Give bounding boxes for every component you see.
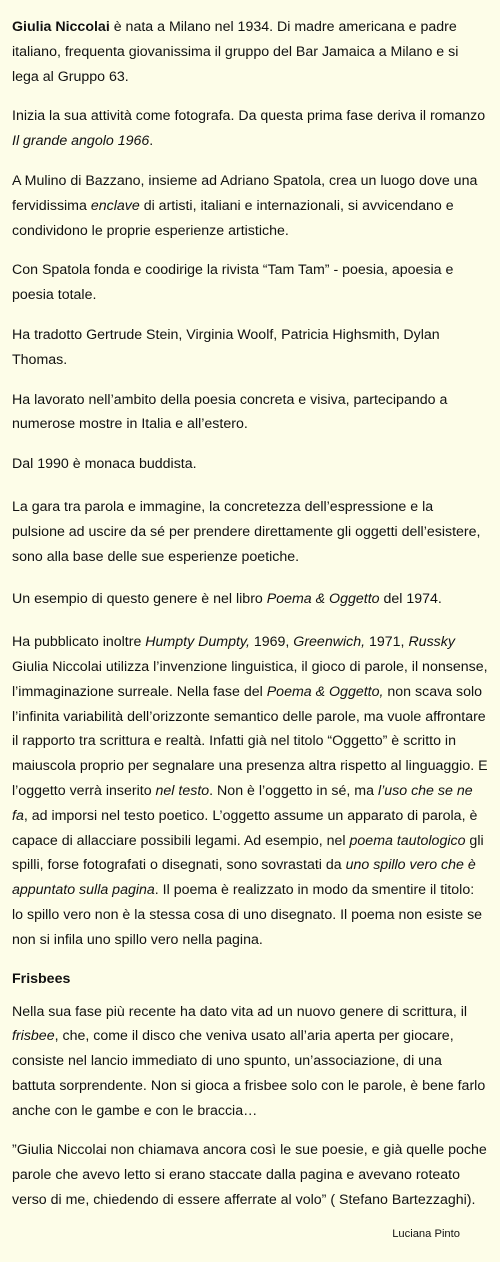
- text-span: . Non è l’oggetto in sé, ma: [209, 782, 378, 799]
- text-span: di artisti, italiani e internazionali, si avvicendano e condividono le proprie esperienze artistiche.: [12, 197, 454, 239]
- text-span: Ha tradotto Gertrude Stein, Virginia Woolf, Patricia Highsmith, Dylan Thomas.: [12, 326, 440, 368]
- text-span: gli spilli, forse fotografati o disegnati, sono sovrastati da: [12, 832, 484, 874]
- article-body-frisbees: [12, 1000, 488, 1213]
- text-span: 1971,: [365, 634, 409, 651]
- italic-text: Humpty Dumpty,: [145, 634, 250, 651]
- paragraph-translations: [12, 323, 488, 373]
- italic-text: Poema & Oggetto,: [266, 683, 384, 700]
- paragraph-visual-poetry: [12, 388, 488, 438]
- paragraph-word-image: [12, 495, 488, 569]
- italic-text: Poema & Oggetto: [266, 591, 380, 608]
- paragraph-photographer: [12, 104, 488, 154]
- italic-text: Russky: [408, 634, 455, 651]
- text-span: La gara tra parola e immagine, la concretezza dell’espressione e la pulsione ad uscire da sé per prendere direttamente gli oggetti dell’esistere, sono alla base delle sue esperienze poetiche.: [12, 498, 481, 565]
- text-span: del 1974.: [379, 591, 442, 608]
- article-body: [12, 15, 488, 953]
- paragraph-bartezzaghi-quote: [12, 1138, 488, 1212]
- text-span: A Mulino di Bazzano, insieme ad Adriano Spatola, crea un luogo dove una fervidissima: [12, 172, 478, 214]
- paragraph-poema-oggetto: [12, 587, 488, 612]
- text-span: , ad imporsi nel testo poetico. L’oggetto assume un apparato di parola, è capace di allacciare possibili legami. Ad esempio, nel: [12, 807, 478, 849]
- paragraph-tam-tam: [12, 258, 488, 308]
- section-heading-frisbees: Frisbees: [12, 970, 71, 987]
- text-span: 1969,: [249, 634, 294, 651]
- italic-text: nel testo: [155, 782, 210, 799]
- paragraph-buddhist: [12, 452, 488, 477]
- text-span: . Il poema è realizzato in modo da smentire il titolo: lo spillo vero non è la stessa cosa di uno disegnato. Il poema non esiste se non si infila uno spillo vero nella pagina.: [12, 882, 483, 948]
- paragraph-bio-intro: [12, 15, 488, 89]
- italic-text: Il grande angolo 1966: [12, 133, 150, 150]
- italic-text: l’uso che se ne fa: [12, 782, 473, 824]
- italic-text: enclave: [90, 197, 140, 214]
- text-span: Nella sua fase più recente ha dato vita ad un nuovo genere di scrittura, il: [12, 1003, 468, 1020]
- text-span: Ha pubblicato inoltre: [12, 634, 146, 651]
- italic-text: uno spillo vero che è appuntato sulla pagina: [12, 857, 476, 899]
- italic-text: frisbee: [12, 1028, 55, 1045]
- text-span: Inizia la sua attività come fotografa. Da questa prima fase deriva il romanzo: [12, 108, 486, 125]
- author-signature: Luciana Pinto: [392, 1228, 460, 1240]
- text-span: Giulia Niccolai utilizza l’invenzione linguistica, il gioco di parole, il nonsense, l’immaginazione surreale. Nella fase del: [12, 658, 488, 700]
- italic-text: poema tautologico: [349, 832, 466, 849]
- text-span: è nata a Milano nel 1934. Di madre americana e padre italiano, frequenta giovanissima il gruppo del Bar Jamaica a Milano e si lega al Gruppo 63.: [12, 19, 459, 85]
- text-span: Un esempio di questo genere è nel libro: [12, 591, 267, 608]
- text-span: Dal 1990 è monaca buddista.: [12, 456, 197, 473]
- paragraph-publications: [12, 630, 488, 952]
- text-span: Con Spatola fonda e coodirige la rivista “Tam Tam” - poesia, apoesia e poesia totale.: [12, 262, 454, 304]
- text-span: .: [149, 133, 154, 150]
- text-span: non scava solo l’infinita variabilità dell’orizzonte semantico delle parole, ma vuole affrontare il rapporto tra scrittura e realtà. Infatti già nel titolo “Oggetto” è scritto in maiuscola proprio per segnalare una presenza altra rispetto al linguaggio. E l’oggetto verrà inserito: [12, 683, 488, 799]
- text-span: , che, come il disco che veniva usato all’aria aperta per giocare, consiste nel lancio immediato di uno spunto, un’associazione, di una battuta sorprendente. Non si gioca a frisbee solo con le parole, è bene farlo anche con le gambe e con le braccia…: [12, 1028, 486, 1119]
- paragraph-frisbees-desc: [12, 1000, 488, 1124]
- italic-text: Greenwich,: [293, 634, 366, 651]
- bold-text: Giulia Niccolai: [12, 19, 110, 35]
- text-span: ”Giulia Niccolai non chiamava ancora così le sue poesie, e già quelle poche parole che avevo letto si erano staccate dalla pagina e avevano roteato verso di me, chiedendo di essere afferrate al volo” ( Stefano Bartezzaghi).: [12, 1142, 487, 1209]
- text-span: Ha lavorato nell’ambito della poesia concreta e visiva, partecipando a numerose mostre in Italia e all’estero.: [12, 391, 448, 433]
- paragraph-mulino: [12, 169, 488, 243]
